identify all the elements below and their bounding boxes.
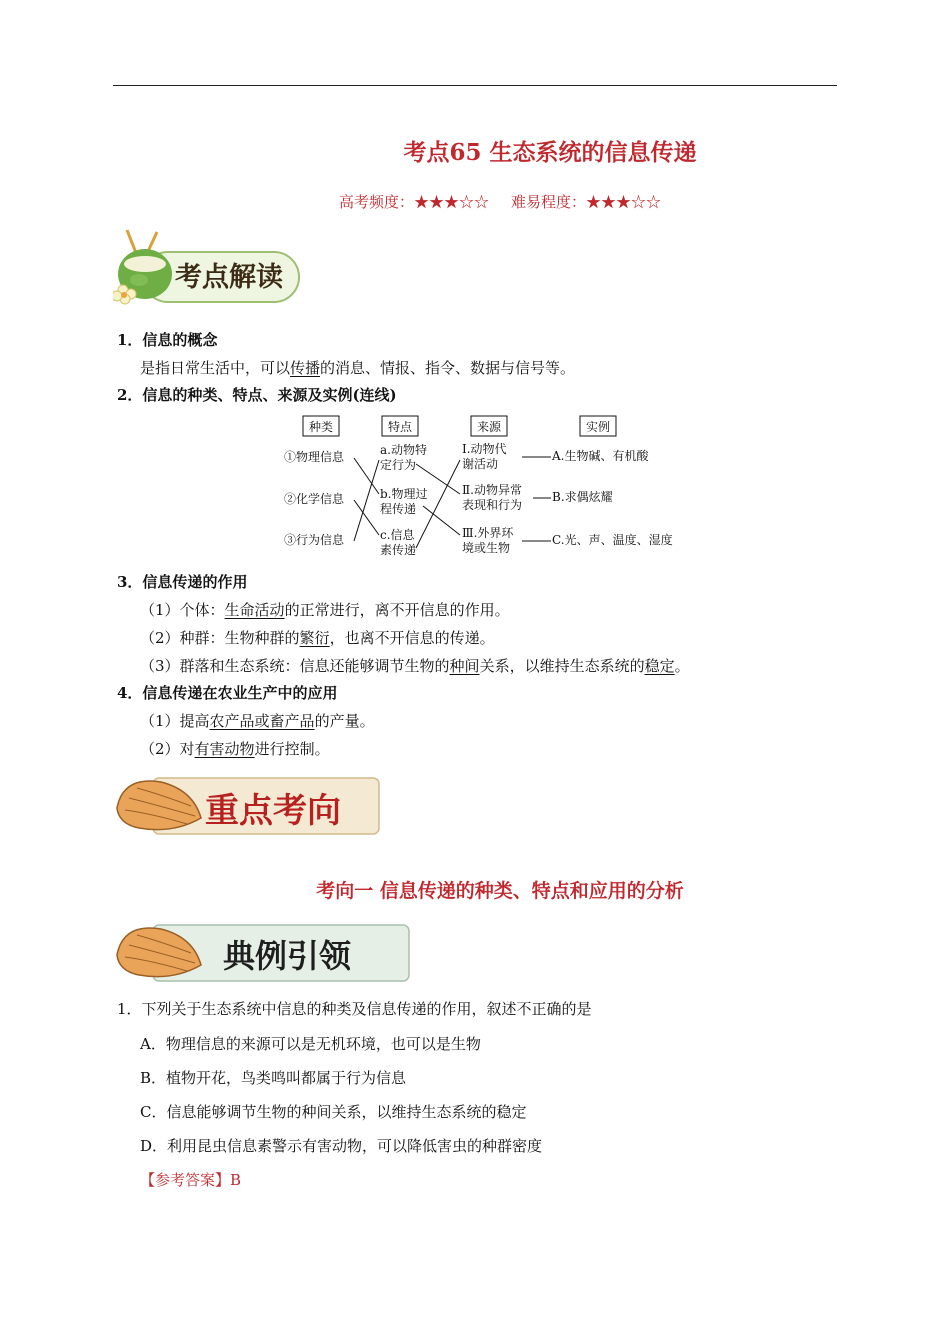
example-3: C.光、声、温度、湿度 [552, 533, 673, 547]
option-a: A．物理信息的来源可以是无机环境，也可以是生物 [140, 1035, 481, 1053]
dianli-banner-text: 典例引领 [223, 937, 352, 975]
section4-heading: 4．信息传递在农业生产中的应用 [117, 684, 338, 702]
header-source: 来源 [477, 420, 502, 434]
section3-item-2: （2）种群：生物种群的繁衍，也离不开信息的传递。 [140, 629, 495, 647]
dianli-banner [113, 915, 413, 987]
section1-text: 是指日常生活中，可以传播的消息、情报、指令、数据与信号等。 [140, 359, 576, 377]
option-b: B．植物开花，鸟类鸣叫都属于行为信息 [140, 1069, 407, 1087]
kaodian-banner [113, 228, 303, 308]
feature-2-line2: 程传递 [380, 502, 417, 516]
header-kind: 种类 [309, 420, 334, 434]
feature-1-line2: 定行为 [380, 458, 417, 472]
kind-2: ②化学信息 [284, 492, 345, 506]
feature-3-line2: 素传递 [380, 543, 417, 557]
difficulty-label: 难易程度： [511, 193, 587, 211]
section2-heading: 2．信息的种类、特点、来源及实例(连线) [117, 386, 397, 404]
feature-1-line1: a.动物特 [380, 443, 427, 457]
header-feature: 特点 [388, 420, 413, 434]
gaokao-frequency-stars: ★★★☆☆ [413, 193, 489, 211]
section4-item-1: （1）提高农产品或畜产品的产量。 [140, 712, 375, 730]
header-example: 实例 [586, 420, 611, 434]
feature-2-line1: b.物理过 [380, 487, 428, 501]
page-title: 考点65 生态系统的信息传递 [403, 139, 697, 166]
answer-value: B [230, 1171, 242, 1189]
source-1-line2: 谢活动 [462, 457, 499, 471]
zhongdian-banner-text: 重点考向 [205, 791, 341, 831]
source-2-line1: Ⅱ.动物异常 [462, 483, 522, 497]
answer-line [140, 1170, 241, 1190]
section4-item-2: （2）对有害动物进行控制。 [140, 740, 330, 758]
zhongdian-banner [113, 768, 383, 840]
link-featureb-source3 [423, 506, 460, 535]
source-3-line1: Ⅲ.外界环 [462, 526, 514, 540]
source-1-line1: Ⅰ.动物代 [462, 442, 507, 456]
kaodian-banner-text: 考点解读 [175, 262, 283, 293]
direction-title: 考向一 信息传递的种类、特点和应用的分析 [316, 880, 684, 902]
example-1: A.生物碱、有机酸 [552, 449, 649, 463]
link-featurec-source1 [416, 460, 460, 548]
header-rule [113, 85, 837, 86]
kind-3: ③行为信息 [284, 533, 345, 547]
section3-item-3: （3）群落和生态系统：信息还能够调节生物的种间关系，以维持生态系统的稳定。 [140, 657, 690, 675]
source-3-line2: 境或生物 [462, 541, 511, 555]
source-2-line2: 表现和行为 [462, 498, 523, 512]
section1-heading: 1．信息的概念 [117, 331, 218, 349]
link-kind3-featurea [354, 460, 379, 541]
matching-diagram [280, 408, 680, 572]
example-2: B.求偶炫耀 [552, 490, 613, 504]
option-c: C．信息能够调节生物的种间关系，以维持生态系统的稳定 [140, 1103, 527, 1121]
gaokao-frequency-label: 高考频度： [338, 193, 414, 211]
section3-heading: 3．信息传递的作用 [117, 573, 248, 591]
kind-1: ①物理信息 [284, 450, 345, 464]
option-d: D．利用昆虫信息素警示有害动物，可以降低害虫的种群密度 [140, 1137, 543, 1155]
frequency-line [0, 191, 950, 212]
underlined-term: 传播 [290, 359, 321, 377]
question-stem: 1．下列关于生态系统中信息的种类及信息传递的作用，叙述不正确的是 [117, 1000, 592, 1018]
section3-item-1: （1）个体：生命活动的正常进行，离不开信息的作用。 [140, 601, 510, 619]
answer-label: 【参考答案】 [140, 1171, 231, 1189]
link-kind1-featureb [354, 458, 379, 494]
difficulty-stars: ★★★☆☆ [586, 193, 662, 211]
feature-3-line1: c.信息 [380, 528, 415, 542]
